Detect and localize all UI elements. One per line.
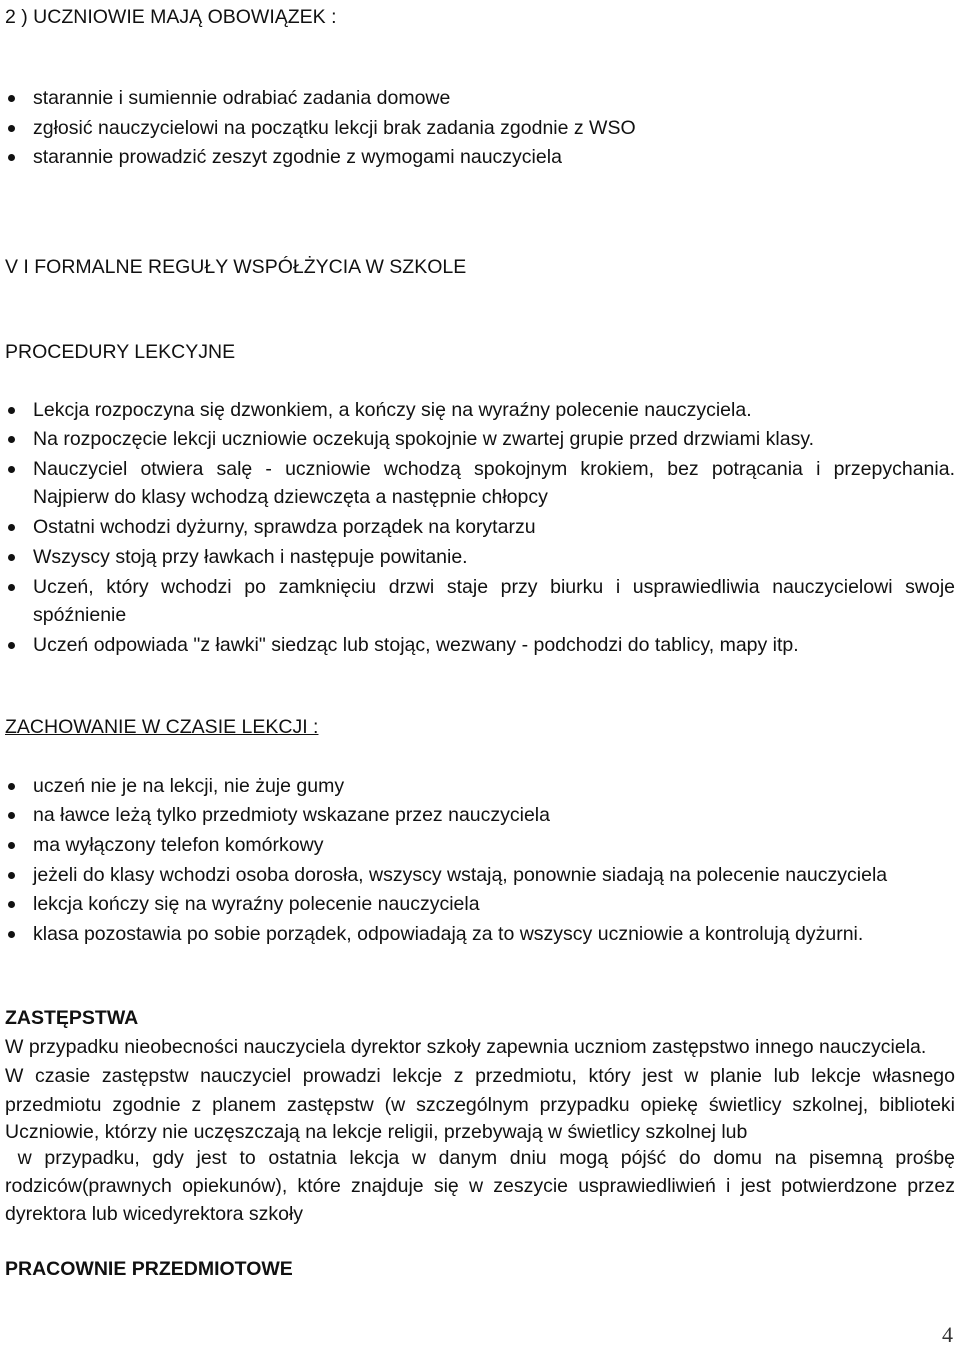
- paragraph-line: w przypadku, gdy jest to ostatnia lekcja w danym dniu mogą pójść do domu na pisemną prośbę: [5, 1147, 955, 1169]
- list-item: Lekcja rozpoczyna się dzwonkiem, a kończy się na wyraźny polecenie nauczyciela.: [33, 397, 955, 423]
- list-item: zgłosić nauczycielowi na początku lekcji brak zadania zgodnie z WSO: [33, 115, 955, 141]
- substitutions-title: ZASTĘPSTWA: [5, 1007, 139, 1029]
- list-item: na ławce leżą tylko przedmioty wskazane przez nauczyciela: [33, 802, 955, 828]
- section-title: V I FORMALNE REGUŁY WSPÓŁŻYCIA W SZKOLE: [5, 256, 467, 278]
- list-item: jeżeli do klasy wchodzi osoba dorosła, wszyscy wstają, ponownie siadają na polecenie nauczyciela: [33, 862, 955, 888]
- list-item-continued: Najpierw do klasy wchodzą dziewczęta a następnie chłopcy: [33, 486, 548, 508]
- paragraph-line: W przypadku nieobecności nauczyciela dyrektor szkoły zapewnia uczniom zastępstwo innego nauczyciela.: [5, 1036, 927, 1058]
- list-item: Uczeń odpowiada "z ławki" siedząc lub stojąc, wezwany - podchodzi do tablicy, mapy itp.: [33, 632, 955, 658]
- list-item: lekcja kończy się na wyraźny polecenie nauczyciela: [33, 891, 955, 917]
- list-item: starannie prowadzić zeszyt zgodnie z wymogami nauczyciela: [33, 144, 955, 170]
- obligations-heading: 2 ) UCZNIOWIE MAJĄ OBOWIĄZEK :: [5, 6, 337, 28]
- list-item: Ostatni wchodzi dyżurny, sprawdza porządek na korytarzu: [33, 514, 955, 540]
- list-item: Uczeń, który wchodzi po zamknięciu drzwi staje przy biurku i usprawiedliwia nauczycielowi swoje: [33, 576, 955, 598]
- paragraph-line: dyrektora lub wicedyrektora szkoły: [5, 1203, 304, 1225]
- list-item: starannie i sumiennie odrabiać zadania domowe: [33, 85, 955, 111]
- paragraph-line: przedmiotu zgodnie z planem zastępstw (w szczególnym przypadku opiekę świetlicy szkolnej, biblioteki: [5, 1094, 955, 1116]
- paragraph-line: rodziców(prawnych opiekunów), które znajduje się w zeszycie usprawiedliwień i jest potwierdzone przez: [5, 1175, 955, 1197]
- page-number: 4: [942, 1322, 953, 1347]
- paragraph-line: W czasie zastępstw nauczyciel prowadzi lekcje z przedmiotu, który jest w planie lub lekcje własnego: [5, 1065, 955, 1087]
- list-item: Nauczyciel otwiera salę - uczniowie wchodzą spokojnym krokiem, bez potrącania i przepychania.: [33, 458, 955, 480]
- procedures-title: PROCEDURY LEKCYJNE: [5, 341, 236, 363]
- list-item: klasa pozostawia po sobie porządek, odpowiadają za to wszyscy uczniowie a kontrolują dyżurni.: [33, 921, 955, 947]
- labs-title: PRACOWNIE PRZEDMIOTOWE: [5, 1258, 293, 1280]
- list-item-continued: spóźnienie: [33, 604, 127, 626]
- behavior-title: ZACHOWANIE W CZASIE LEKCJI :: [5, 716, 319, 738]
- list-item: Wszyscy stoją przy ławkach i następuje powitanie.: [33, 544, 955, 570]
- list-item: Na rozpoczęcie lekcji uczniowie oczekują spokojnie w zwartej grupie przed drzwiami klasy.: [33, 426, 955, 452]
- list-item: uczeń nie je na lekcji, nie żuje gumy: [33, 773, 955, 799]
- list-item: ma wyłączony telefon komórkowy: [33, 832, 955, 858]
- paragraph-line: Uczniowie, którzy nie uczęszczają na lekcje religii, przebywają w świetlicy szkolnej lub: [5, 1121, 748, 1143]
